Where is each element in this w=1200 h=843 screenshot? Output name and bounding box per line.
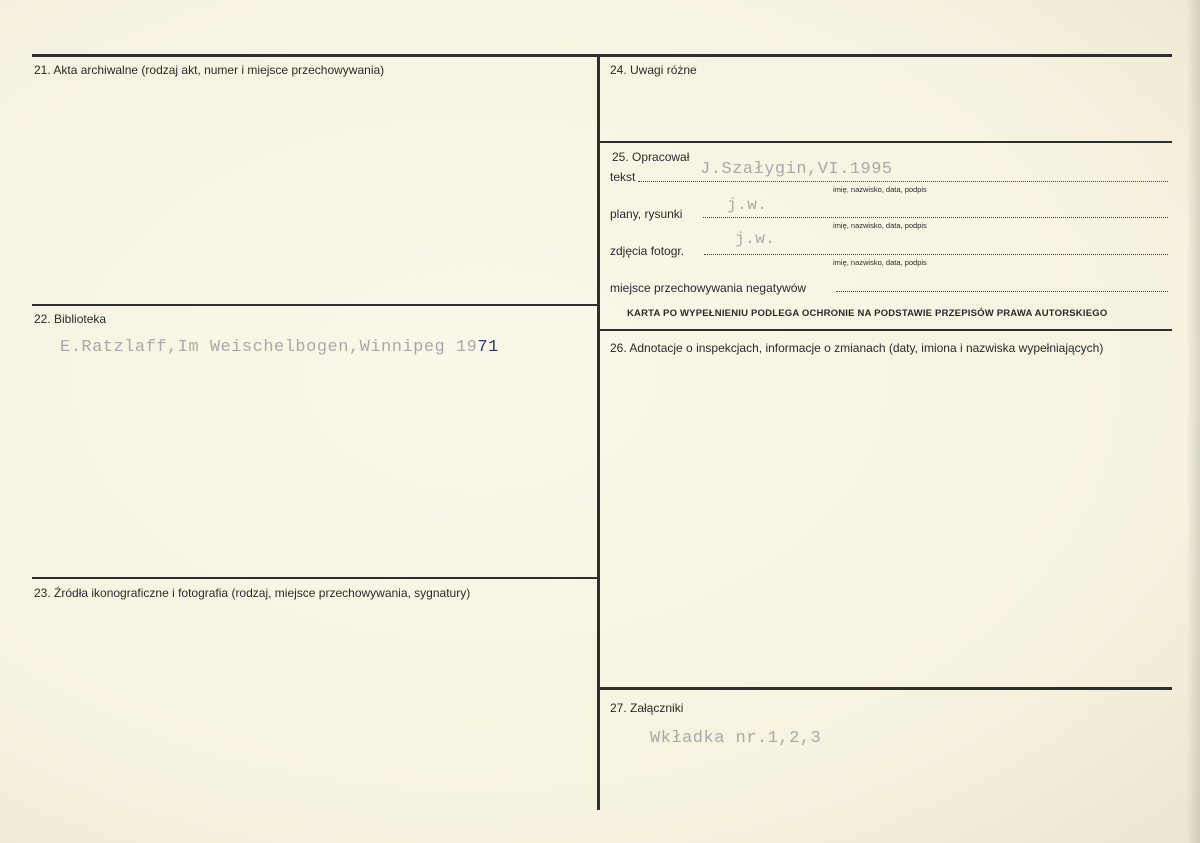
rule-25-26 <box>599 329 1172 331</box>
photos-line <box>704 254 1168 255</box>
plans-drawings-line <box>703 217 1168 218</box>
rule-26-27 <box>599 687 1172 690</box>
library-typed-text: E.Ratzlaff,Im Weischelbogen,Winnipeg 19 <box>60 338 478 357</box>
plans-drawings-label: plany, rysunki <box>610 207 683 221</box>
rule-22-23 <box>32 577 598 579</box>
top-rule <box>32 54 1172 57</box>
section-27-label: 27. Załączniki <box>610 701 684 715</box>
library-typed-year-correction: 71 <box>477 338 499 357</box>
library-typed-entry <box>60 338 499 357</box>
rule-24-25 <box>599 141 1172 143</box>
negatives-storage-line <box>836 291 1168 292</box>
card-edge-shadow <box>1186 0 1200 843</box>
rule-21-22 <box>32 304 598 306</box>
photos-hint: imię, nazwisko, data, podpis <box>833 258 927 267</box>
section-25-label: 25. Opracował <box>612 150 690 164</box>
plans-drawings-hint: imię, nazwisko, data, podpis <box>833 221 927 230</box>
prepared-text-value: J.Szałygin,VI.1995 <box>700 160 893 179</box>
photos-value: j.w. <box>735 230 776 248</box>
plans-drawings-value: j.w. <box>727 196 768 214</box>
attachments-typed-entry: Wkładka nr.1,2,3 <box>650 729 822 748</box>
section-21-label: 21. Akta archiwalne (rodzaj akt, numer i miejsce przechowywania) <box>34 63 385 77</box>
column-divider <box>597 55 600 810</box>
section-24-label: 24. Uwagi różne <box>610 63 697 77</box>
section-22-label: 22. Biblioteka <box>34 312 107 326</box>
section-23-label: 23. Źródła ikonograficzne i fotografia (rodzaj, miejsce przechowywania, sygnatury) <box>34 586 471 600</box>
prepared-text-label: tekst <box>610 170 636 184</box>
prepared-text-hint: imię, nazwisko, data, podpis <box>833 185 927 194</box>
section-26-label: 26. Adnotacje o inspekcjach, informacje o zmianach (daty, imiona i nazwiska wypełniających) <box>610 341 1104 355</box>
negatives-storage-label: miejsce przechowywania negatywów <box>610 281 807 295</box>
copyright-notice: KARTA PO WYPEŁNIENIU PODLEGA OCHRONIE NA PODSTAWIE PRZEPISÓW PRAWA AUTORSKIEGO <box>627 308 1108 319</box>
prepared-text-line <box>638 181 1168 182</box>
photos-label: zdjęcia fotogr. <box>610 244 685 258</box>
